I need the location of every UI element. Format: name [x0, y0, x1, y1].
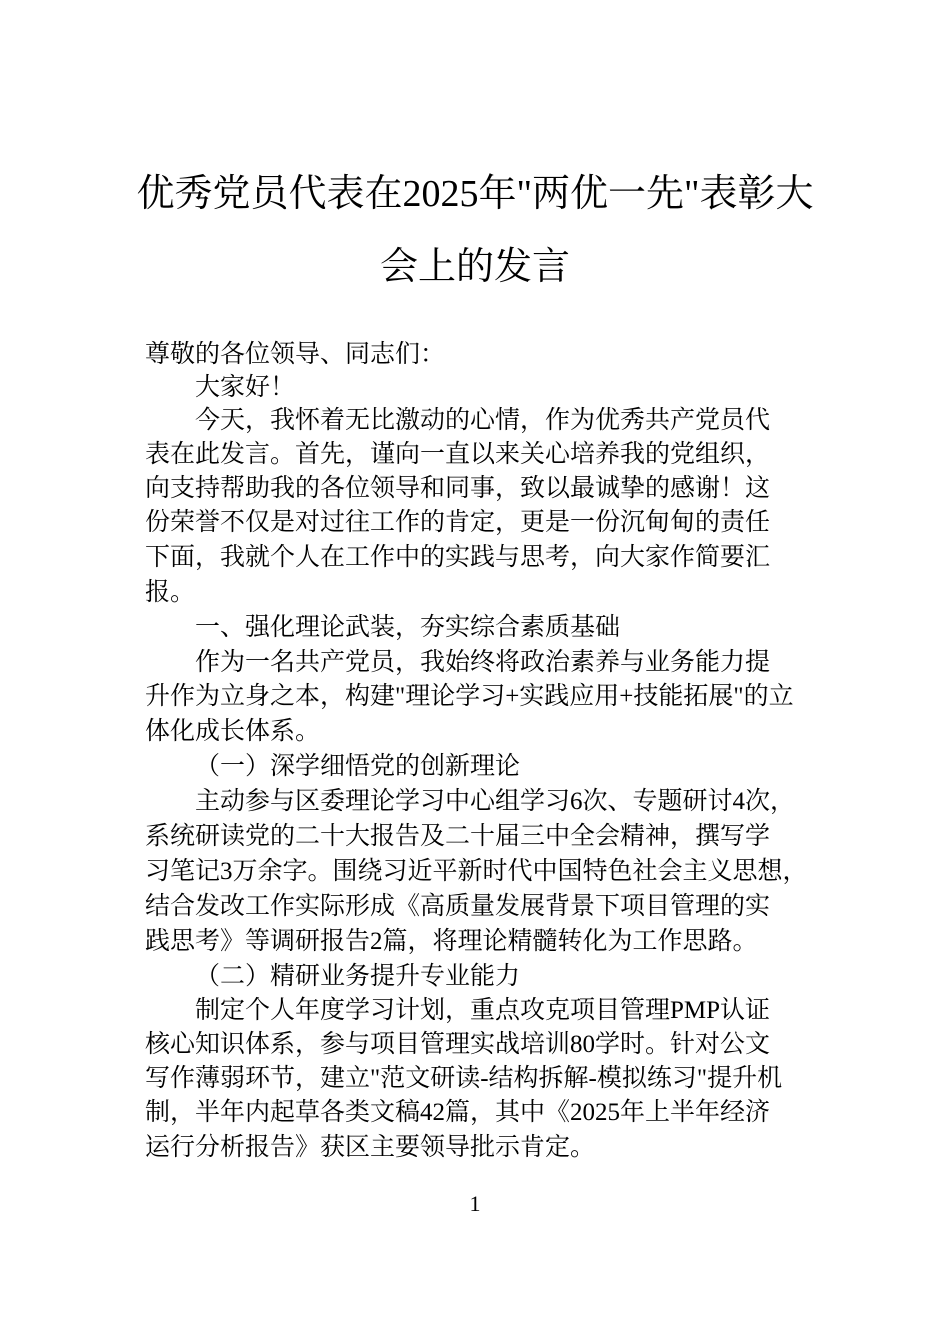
body-line: 向支持帮助我的各位领导和同事，致以最诚挚的感谢！这: [145, 475, 771, 502]
body-line: 习笔记3万余字。围绕习近平新时代中国特色社会主义思想，: [145, 858, 808, 885]
subsection-heading-2: （二）精研业务提升专业能力: [195, 963, 521, 990]
subsection-heading-1: （一）深学细悟党的创新理论: [195, 753, 521, 780]
greeting: 大家好！: [195, 374, 296, 401]
body-line: 升作为立身之本，构建"理论学习+实践应用+技能拓展"的立: [145, 683, 794, 710]
body-line: 制定个人年度学习计划，重点攻克项目管理PMP认证: [195, 997, 771, 1024]
body-line: 表在此发言。首先，谨向一直以来关心培养我的党组织，: [145, 441, 771, 468]
body-line: 写作薄弱环节，建立"范文研读-结构拆解-模拟练习"提升机: [145, 1065, 783, 1092]
body-line: 作为一名共产党员，我始终将政治素养与业务能力提: [195, 649, 771, 676]
body-line: 体化成长体系。: [145, 718, 321, 745]
body-line: 制，半年内起草各类文稿42篇，其中《2025年上半年经济: [145, 1099, 771, 1126]
body-line: 主动参与区委理论学习中心组学习6次、专题研讨4次，: [195, 788, 796, 815]
body-line: 运行分析报告》获区主要领导批示肯定。: [145, 1134, 596, 1161]
body-line: 系统研读党的二十大报告及二十届三中全会精神，撰写学: [145, 823, 771, 850]
section-heading-1: 一、强化理论武装，夯实综合素质基础: [195, 614, 621, 641]
body-line: 今天，我怀着无比激动的心情，作为优秀共产党员代: [195, 407, 771, 434]
body-line: 报。: [145, 579, 196, 606]
body-line: 核心知识体系，参与项目管理实战培训80学时。针对公文: [145, 1031, 771, 1058]
body-line: 下面，我就个人在工作中的实践与思考，向大家作简要汇: [145, 544, 771, 571]
body-line: 份荣誉不仅是对过往工作的肯定，更是一份沉甸甸的责任: [145, 509, 771, 536]
document-title-line-2: 会上的发言: [379, 246, 570, 288]
page-number: 1: [469, 1191, 481, 1216]
salutation: 尊敬的各位领导、同志们：: [145, 341, 446, 368]
body-line: 结合发改工作实际形成《高质量发展背景下项目管理的实: [145, 893, 771, 920]
body-line: 践思考》等调研报告2篇，将理论精髓转化为工作思路。: [145, 928, 758, 955]
document-title-line-1: 优秀党员代表在2025年"两优一先"表彰大: [136, 173, 814, 215]
